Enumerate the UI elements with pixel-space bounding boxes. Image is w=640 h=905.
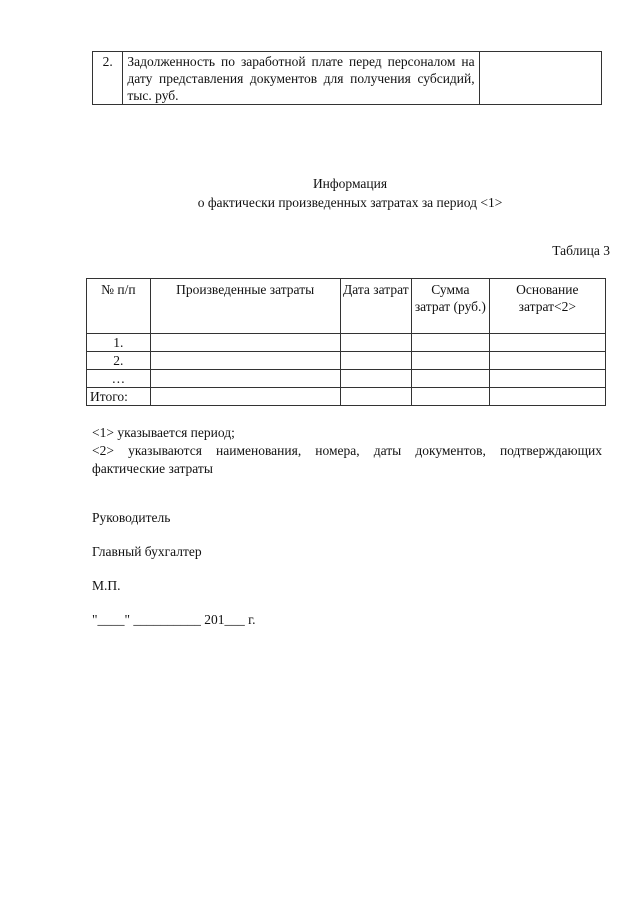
header-cell-amount: Сумма затрат (руб.) [412,279,490,334]
table-cell [340,370,412,388]
row-number: 2. [93,52,123,105]
row-index: 2. [87,352,151,370]
date-line: "____" __________ 201___ г. [92,612,256,627]
table-row [87,370,606,388]
debt-table [92,51,602,105]
signature-accountant: Главный бухгалтер [92,544,202,559]
table-cell [150,352,340,370]
table-label: Таблица 3 [552,243,610,258]
table-cell [412,352,490,370]
total-label: Итого: [87,388,151,406]
row-index: … [87,370,151,388]
table-cell [489,352,605,370]
table-row [87,352,606,370]
table-row [87,334,606,352]
stamp-label: М.П. [92,578,121,593]
table-cell [150,370,340,388]
debt-description: Задолженность по заработной плате перед персоналом на дату представления документов для получения субсидий, тыс. руб. [123,52,479,105]
section-title: Информация [312,176,388,191]
signature-head: Руководитель [92,510,171,525]
footnote-2: <2> указываются наименования, номера, даты документов, подтверждающих фактические затраты [92,443,602,476]
footnote-1: <1> указывается период; [92,425,235,440]
table-header-row [87,279,606,334]
table-cell [489,388,605,406]
header-cell-date: Дата затрат [340,279,412,334]
footnotes [92,424,602,478]
table-cell [340,352,412,370]
table-cell [489,334,605,352]
debt-value-cell [479,52,601,105]
header-cell-number: № п/п [87,279,151,334]
table-total-row [87,388,606,406]
header-cell-expenses: Произведенные затраты [150,279,340,334]
table-cell [412,370,490,388]
table-cell [489,370,605,388]
section-subtitle: о фактически произведенных затратах за период <1> [197,195,503,210]
table-cell [150,334,340,352]
table-cell [150,388,340,406]
table-cell [412,334,490,352]
table-cell [412,388,490,406]
table-cell [340,388,412,406]
expenses-table [86,278,606,406]
row-index: 1. [87,334,151,352]
table-cell [340,334,412,352]
header-cell-basis: Основание затрат<2> [489,279,605,334]
